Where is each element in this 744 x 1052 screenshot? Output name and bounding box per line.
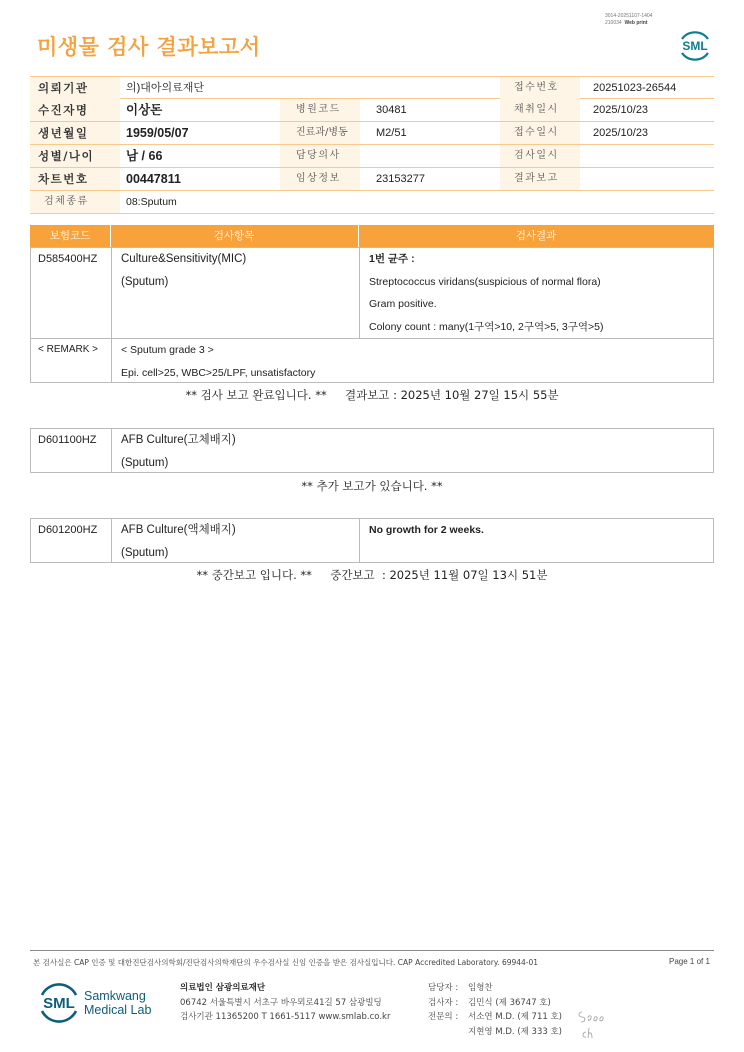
insurance-code [31,429,111,452]
brand-line: Samkwang [84,989,146,1003]
item-line: (Sputum) [121,275,169,288]
name-label: 수진자명 [38,103,89,117]
table-row [31,429,713,472]
result-line: Streptococcus viridans(suspicious of normal flora) [369,275,601,288]
result-table-afb-solid [30,428,714,473]
specimen-value: 08:Sputum [126,196,177,208]
print-metadata [605,13,652,27]
brand-name [84,989,151,1017]
remark-label-text: < REMARK > [38,344,99,355]
report-status: ** 중간보고 입니다. ** 중간보고 : 2025년 11월 07일 13시 51분 [196,568,548,582]
result-line: 1번 균주 : [369,253,415,265]
remark-line: Epi. cell>25, WBC>25/LPF, unsatisfactory [121,366,316,379]
test-date-label: 검사일시 [514,150,559,161]
report-label: 결과보고 [514,173,559,184]
institution-info [180,981,390,1025]
item-line: Culture&Sensitivity(MIC) [121,253,247,265]
info-row-6 [30,191,714,214]
dept-label: 진료과/병동 [296,127,348,138]
staff-name: 임형찬 [468,983,493,993]
table-row [31,519,713,562]
staff-name: 김민식 (제 36747 호) [468,997,551,1008]
insurance-code [31,248,111,271]
sex-age-label: 성별/나이 [38,149,95,163]
sex-age-value: 남 / 66 [126,149,163,163]
clinical-info-value: 23153277 [376,173,425,185]
signature-icon [576,1008,610,1040]
header-item: 검사항목 [213,230,255,242]
staff-name: 서소연 M.D. (제 711 호) [468,1012,563,1022]
specimen-label: 검체종류 [44,196,89,207]
info-row-5 [30,168,714,191]
print-meta-line2 [605,20,652,27]
collection-date-value: 2025/10/23 [593,104,649,116]
cap-accreditation-note: 본 검사실은 CAP 인증 및 대한진단검사의학회/진단검사의학재단의 우수검사실 신임 인증을 받은 검사실입니다. CAP Accredited Laboratory. 69944-01 [33,958,539,967]
remark-row [31,338,713,383]
result-line: Gram positive. [369,298,437,310]
code-text: D601100HZ [38,434,97,446]
doctor-label: 담당의사 [296,150,341,161]
test-item [111,248,359,338]
remark-label [31,339,111,362]
item-line: AFB Culture(액체배지) [121,524,236,536]
info-row-1 [30,76,714,99]
institution-name: 의료법인 삼광의료재단 [180,983,266,993]
receipt-date-label: 접수일시 [514,127,559,138]
hospital-code-value: 30481 [376,104,407,116]
dob-label: 생년월일 [38,126,89,140]
info-row-2 [30,99,714,122]
report-status: ** 추가 보고가 있습니다. ** [301,479,443,493]
chart-no-value: 00447811 [126,172,181,186]
sml-logo-icon [676,26,714,64]
header-code: 보험코드 [49,230,91,242]
staff-role: 전문의 : [428,1012,459,1022]
staff-name: 지현영 M.D. (제 333 호) [468,1026,563,1037]
info-row-4 [30,145,714,168]
results-header [30,225,714,248]
insurance-code [31,519,111,542]
footer-divider [30,950,714,951]
chart-no-label: 차트번호 [38,172,89,186]
info-row-3 [30,122,714,145]
receipt-no-value: 20251023-26544 [593,82,677,94]
remark-line: < Sputum grade 3 > [121,344,214,356]
test-result [359,519,714,562]
collection-date-label: 채취일시 [514,104,559,115]
test-item [111,519,359,562]
item-line: (Sputum) [121,456,169,469]
print-meta-web-print: Web print [624,20,648,26]
test-result [359,248,714,338]
institution-contact: 검사기관 11365200 T 1661-5117 www.smlab.co.kr [180,1012,391,1022]
page-number: Page 1 of 1 [669,957,710,966]
code-text: D585400HZ [38,253,98,265]
report-status: ** 검사 보고 완료입니다. ** 결과보고 : 2025년 10월 27일 15시 55분 [185,388,559,402]
staff-role: 검사자 : [428,997,459,1008]
item-line: AFB Culture(고체배지) [121,434,236,446]
item-line: (Sputum) [121,546,169,559]
dept-value: M2/51 [376,127,407,139]
institution-address: 06742 서울특별시 서초구 바우뫼로41길 57 삼광빌딩 [180,997,382,1008]
institution-value: 의)대아의료재단 [126,82,205,94]
result-table-culture [30,247,714,383]
hospital-code-label: 병원코드 [296,104,341,115]
result-line: No growth for 2 weeks. [369,524,484,536]
institution-label: 의뢰기관 [38,81,89,95]
patient-info-table [30,76,714,214]
result-table-afb-liquid [30,518,714,563]
brand-line: Medical Lab [84,1003,152,1017]
sml-logo-text: SML [682,39,708,53]
print-meta-line1: 3014-20251107-1404 [605,13,653,19]
code-text: D601200HZ [38,524,98,536]
samkwang-logo-text: SML [43,995,75,1012]
print-meta-id: 210034 [605,20,622,26]
receipt-date-value: 2025/10/23 [593,127,649,139]
header-result: 검사결과 [515,230,557,242]
clinical-info-label: 임상정보 [296,173,341,184]
result-line: Colony count : many(1구역>10, 2구역>5, 3구역>5) [369,320,604,333]
remark-text [111,339,714,383]
table-row [31,248,713,338]
dob-value: 1959/05/07 [126,126,189,140]
samkwang-logo-icon [36,981,82,1025]
report-title: 미생물 검사 결과보고서 [37,35,261,59]
name-value: 이상돈 [126,103,163,117]
receipt-no-label: 접수번호 [514,82,559,93]
test-item [111,429,714,472]
staff-role: 담당자 : [428,983,459,993]
